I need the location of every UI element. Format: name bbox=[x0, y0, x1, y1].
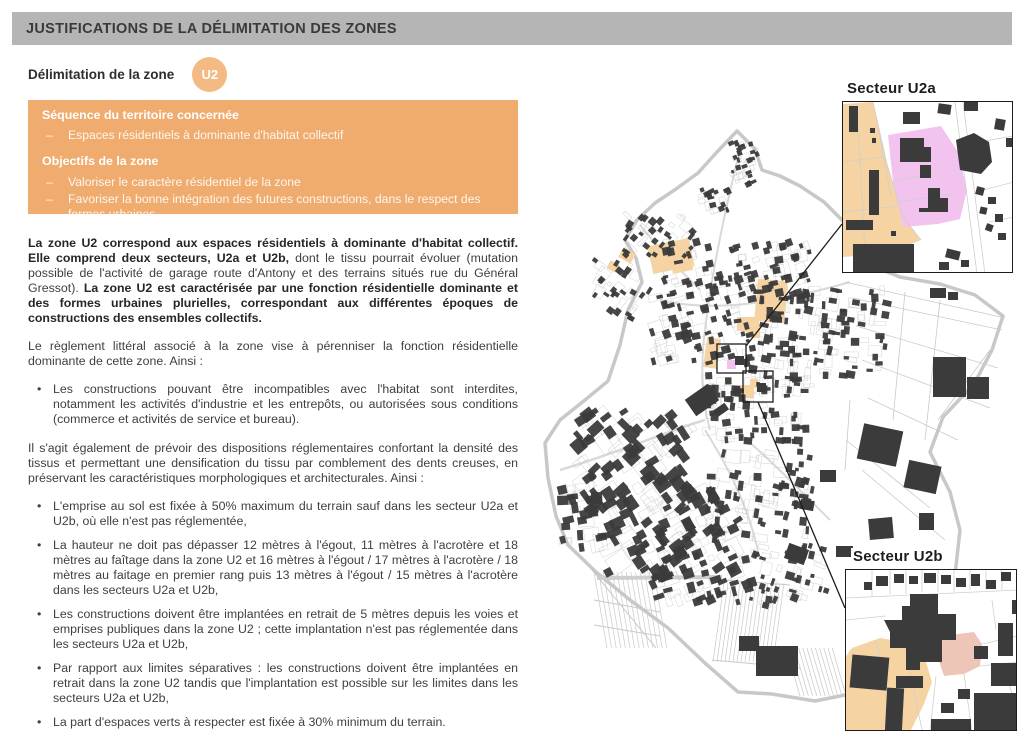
page-header-bar bbox=[12, 12, 1012, 45]
inset-map-u2b bbox=[845, 569, 1017, 731]
list-item: – Valoriser le caractère résidentiel de la zone bbox=[42, 175, 504, 190]
list-item: • Les constructions doivent être implantées en retrait de 5 mètres depuis les voies et emprises publiques dans la zone U2 ; cette implantation n'est pas réglementée dans les secteurs U2a et U2b, bbox=[28, 607, 518, 652]
list-item: – Espaces résidentiels à dominante d'habitat collectif bbox=[42, 128, 504, 143]
paragraph-reglement: Le règlement littéral associé à la zone vise à pérenniser la fonction résidentielle dominante de cette zone. Ainsi : bbox=[28, 339, 518, 369]
bold-text: La zone U2 est caractérisée par une fonction résidentielle dominante et des formes urbaines plurielles, correspondant aux différentes époques de constructions des ensembles collectifs. bbox=[28, 281, 518, 326]
info-section-list bbox=[42, 128, 504, 143]
info-section-title: Objectifs de la zone bbox=[42, 154, 159, 169]
list-item: • Les constructions pouvant être incompatibles avec l'habitat sont interdites, notamment les activités d'industrie et les entrepôts, ou autorisées sous conditions (commerce et activités de service et bureau). bbox=[28, 382, 518, 427]
zone-heading bbox=[28, 57, 227, 92]
list-item: • La hauteur ne doit pas dépasser 12 mètres à l'égout, 11 mètres à l'acrotère et 18 mètres au faîtage dans la zone U2 et 16 mètres à l'égout / 17 mètres à l'acrotère / 18 mètres au faitage en premier rang puis 13 mètres à l'égout / 15 mètres à l'acrotère dans les secteurs U2a et U2b, bbox=[28, 538, 518, 598]
zone-summary-box bbox=[28, 100, 518, 221]
info-section-list bbox=[42, 175, 504, 223]
zone-badge: U2 bbox=[192, 57, 227, 92]
bold-text: La zone U2 correspond aux espaces résidentiels à dominante d'habitat collectif. Elle comprend deux secteurs, U2a et U2b, bbox=[28, 236, 518, 266]
list-item: • La part d'espaces verts à respecter est fixée à 30% minimum du terrain. bbox=[28, 715, 518, 730]
zone-heading-label: Délimitation de la zone bbox=[28, 67, 175, 82]
page-title: JUSTIFICATIONS DE LA DÉLIMITATION DES ZONES bbox=[26, 20, 397, 37]
info-section-title: Séquence du territoire concernée bbox=[42, 108, 239, 122]
list-item: • L'emprise au sol est fixée à 50% maximum du terrain sauf dans les secteur U2a et U2b, où elle n'est pas réglementée, bbox=[28, 499, 518, 529]
paragraph-zone-description bbox=[28, 236, 518, 326]
body-text-column bbox=[28, 236, 518, 743]
list-item: – Favoriser la bonne intégration des futures constructions, dans le respect des formes urbaines bbox=[42, 192, 504, 223]
paragraph-dispositions: Il s'agit également de prévoir des dispositions réglementaires confortant la densité des tissus et permettant une densification du tissu par comblement des dents creuses, en préservant les caractéristiques morphologiques et architecturales. Ainsi : bbox=[28, 440, 518, 485]
inset-u2b-title: Secteur U2b bbox=[851, 548, 948, 565]
bullet-list-2 bbox=[28, 499, 518, 731]
list-item: • Par rapport aux limites séparatives : les constructions doivent être implantées en retrait dans la zone U2 tandis que l'implantation est possible sur les limites dans les secteurs U2a et U2b, bbox=[28, 661, 518, 706]
bullet-list-1 bbox=[28, 382, 518, 427]
inset-map-u2a bbox=[842, 101, 1013, 273]
regular-text: dont le tissu pourrait évoluer (mutation possible de l'activité de garage route d'Antony et des terrains situés rue du Général Gressot). bbox=[28, 251, 518, 296]
inset-u2a-title: Secteur U2a bbox=[847, 80, 936, 97]
